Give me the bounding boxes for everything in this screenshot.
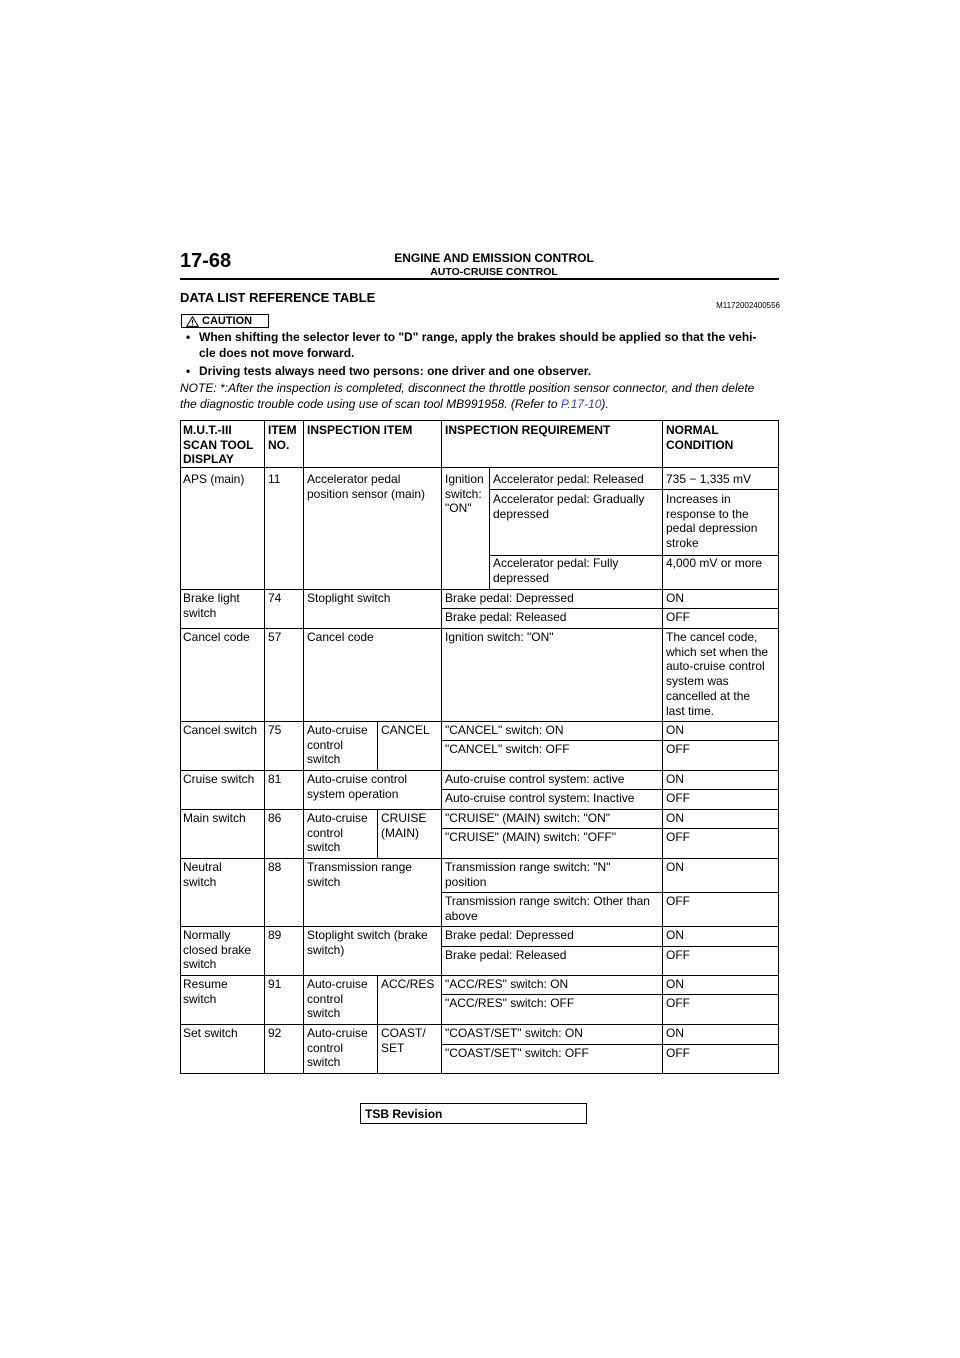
table-cell: Brake pedal: Released <box>445 948 567 962</box>
table-cell: Transmission range switch: Other than above <box>445 894 650 923</box>
table-cell: OFF <box>666 742 690 756</box>
table-cell: Stoplight switch <box>307 591 391 605</box>
table-cell: 89 <box>268 928 282 942</box>
table-cell: Cruise switch <box>183 772 255 786</box>
table-cell: Transmission range switch: "N" position <box>445 860 611 889</box>
tsb-revision-box <box>360 1103 587 1124</box>
table-cell: "CRUISE" (MAIN) switch: "OFF" <box>445 830 617 844</box>
table-cell: COAST/ SET <box>381 1026 426 1055</box>
table-cell: Main switch <box>183 811 246 825</box>
table-cell: "CANCEL" switch: OFF <box>445 742 570 756</box>
section-title: DATA LIST REFERENCE TABLE <box>180 290 376 305</box>
caution-box <box>181 314 269 328</box>
caution-item: Driving tests always need two persons: one driver and one observer. <box>199 364 592 378</box>
table-cell: Transmission range switch <box>307 860 412 889</box>
page-reference-link[interactable]: P.17-10 <box>560 397 602 411</box>
table-cell: ON <box>666 860 684 874</box>
table-cell: OFF <box>666 791 690 805</box>
table-cell: Cancel code <box>307 630 374 644</box>
table-cell: Auto-cruise control switch <box>307 811 368 855</box>
table-cell: The cancel code, which set when the auto-cruise control system was cancelled at the last time. <box>666 630 769 718</box>
table-cell: Brake pedal: Depressed <box>445 591 574 605</box>
table-cell: Accelerator pedal: Gradually depressed <box>493 492 645 521</box>
table-cell: ON <box>666 977 684 991</box>
table-cell: 4,000 mV or more <box>666 556 763 570</box>
table-cell: 74 <box>268 591 282 605</box>
header-inspection-item: INSPECTION ITEM <box>307 423 413 437</box>
header-normal-condition: NORMAL CONDITION <box>666 423 734 452</box>
caution-item: When shifting the selector lever to "D" range, apply the brakes should be applied so that the vehi- <box>199 330 757 344</box>
warning-icon <box>186 316 199 327</box>
table-cell: 81 <box>268 772 282 786</box>
table-cell: Brake pedal: Released <box>445 610 567 624</box>
table-cell: OFF <box>666 894 690 908</box>
table-cell: 88 <box>268 860 282 874</box>
table-cell: ON <box>666 928 684 942</box>
table-cell: ON <box>666 591 684 605</box>
table-cell: 86 <box>268 811 282 825</box>
table-cell: Ignition switch: "ON" <box>445 630 554 644</box>
header-requirement: INSPECTION REQUIREMENT <box>445 423 611 437</box>
table-cell: Auto-cruise control switch <box>307 723 368 767</box>
table-cell: 11 <box>268 472 281 486</box>
note-line: NOTE: *:After the inspection is completed, disconnect the throttle position sensor connector, and then delete <box>180 381 755 395</box>
table-cell: "ACC/RES" switch: OFF <box>445 996 575 1010</box>
table-cell: Auto-cruise control system operation <box>307 772 408 801</box>
caution-label: CAUTION <box>202 315 253 327</box>
table-cell: OFF <box>666 948 690 962</box>
table-cell: Set switch <box>183 1026 238 1040</box>
table-cell: OFF <box>666 610 690 624</box>
data-list-table <box>180 420 779 1074</box>
header-display: M.U.T.-III SCAN TOOL DISPLAY <box>183 423 254 467</box>
note-line <box>180 396 780 412</box>
table-cell: Neutral switch <box>183 860 222 889</box>
table-cell: "CRUISE" (MAIN) switch: "ON" <box>445 811 611 825</box>
table-cell: "COAST/SET" switch: ON <box>445 1026 583 1040</box>
table-cell: Resume switch <box>183 977 228 1006</box>
table-cell: Normally closed brake switch <box>183 928 252 972</box>
bullet-icon: • <box>186 364 191 378</box>
header-rule <box>180 278 779 280</box>
table-cell: 75 <box>268 723 282 737</box>
table-cell: 92 <box>268 1026 282 1040</box>
table-cell: 91 <box>268 977 282 991</box>
table-cell: Brake pedal: Depressed <box>445 928 574 942</box>
note-text: the diagnostic trouble code using use of scan tool MB991958. (Refer to <box>180 397 561 411</box>
note <box>180 380 780 412</box>
table-cell: OFF <box>666 1046 690 1060</box>
table-cell: OFF <box>666 830 690 844</box>
table-cell: Accelerator pedal: Released <box>493 472 644 486</box>
table-cell: 735 − 1,335 mV <box>666 472 752 486</box>
table-cell: "ACC/RES" switch: ON <box>445 977 569 991</box>
table-cell: Stoplight switch (brake switch) <box>307 928 428 957</box>
table-cell: Increases in response to the pedal depression stroke <box>666 492 758 551</box>
table-cell: Auto-cruise control system: active <box>445 772 625 786</box>
table-cell: ACC/RES <box>381 977 435 991</box>
note-text: ). <box>601 397 609 411</box>
table-cell: CRUISE (MAIN) <box>381 811 427 840</box>
table-cell: Ignition switch: "ON" <box>445 472 484 516</box>
table-cell: Accelerator pedal position sensor (main) <box>307 472 426 501</box>
header-subtitle: AUTO-CRUISE CONTROL <box>430 266 558 278</box>
tsb-revision-label: TSB Revision <box>365 1107 443 1121</box>
table-cell: "CANCEL" switch: ON <box>445 723 564 737</box>
table-cell: 57 <box>268 630 282 644</box>
table-cell: Accelerator pedal: Fully depressed <box>493 556 619 585</box>
table-cell: APS (main) <box>183 472 245 486</box>
bullet-icon: • <box>186 330 191 344</box>
table-cell: Cancel switch <box>183 723 258 737</box>
table-cell: Cancel code <box>183 630 250 644</box>
table-cell: ON <box>666 1026 684 1040</box>
header-title: ENGINE AND EMISSION CONTROL <box>394 251 594 265</box>
header-item-no: ITEM NO. <box>268 423 297 452</box>
table-cell: Auto-cruise control switch <box>307 977 368 1021</box>
table-cell: OFF <box>666 996 690 1010</box>
table-cell: "COAST/SET" switch: OFF <box>445 1046 589 1060</box>
table-cell: Auto-cruise control switch <box>307 1026 368 1070</box>
table-cell: Auto-cruise control system: Inactive <box>445 791 635 805</box>
table-cell: ON <box>666 723 684 737</box>
caution-item: cle does not move forward. <box>199 346 355 360</box>
table-cell: ON <box>666 811 684 825</box>
table-cell: ON <box>666 772 684 786</box>
page-number: 17-68 <box>180 250 232 272</box>
table-cell: Brake light switch <box>183 591 240 620</box>
section-code: M1172002400556 <box>716 301 780 310</box>
table-cell: CANCEL <box>381 723 430 737</box>
